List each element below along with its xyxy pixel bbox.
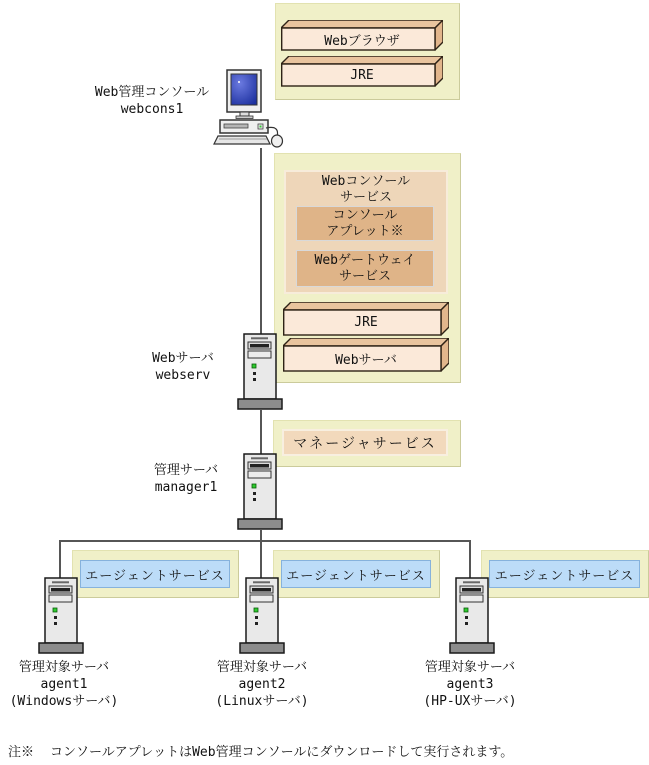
footnote-prefix: 注※	[8, 745, 35, 760]
link-manager-agent2	[260, 530, 262, 578]
web-console-service-title-line2: サービス	[339, 190, 392, 205]
agent1-service-box: エージェントサービス	[80, 560, 230, 588]
manager-label	[106, 462, 266, 496]
agent3-hostname: agent3	[446, 677, 494, 692]
agent2-service-box: エージェントサービス	[281, 560, 431, 588]
manager-service-box: マネージャサービス	[282, 429, 448, 456]
footnote-text: コンソールアプレットはWeb管理コンソールにダウンロードして実行されます。	[50, 745, 514, 760]
webcons-name: Web管理コンソール	[94, 85, 210, 100]
link-webserv-manager	[260, 410, 262, 456]
webserv-name: Webサーバ	[152, 351, 214, 366]
agent2-server-icon	[239, 577, 285, 655]
web-browser-box	[281, 20, 443, 50]
agent3-label	[390, 659, 550, 710]
agent2-name: 管理対象サーバ	[216, 660, 308, 675]
agent3-os: (HP-UXサーバ)	[423, 694, 517, 709]
agent2-label	[182, 659, 342, 710]
manager-hostname: manager1	[154, 480, 218, 495]
webcons-label	[52, 84, 252, 118]
web-browser-label: Webブラウザ	[324, 33, 400, 49]
webcons-jre-box	[281, 56, 443, 86]
webcons-hostname: webcons1	[120, 102, 184, 117]
webserv-jre-box	[283, 302, 449, 335]
agent1-name: 管理対象サーバ	[18, 660, 110, 675]
link-webcons-webserv	[260, 148, 262, 336]
agent1-label	[0, 659, 144, 710]
webserv-label	[103, 350, 263, 384]
webserv-jre-label: JRE	[354, 315, 378, 330]
footnote	[8, 741, 513, 760]
agent1-os: (Windowsサーバ)	[9, 694, 119, 709]
console-applet-line1: コンソール	[332, 207, 398, 223]
link-bus-agent3	[469, 540, 471, 578]
webcons-jre-label: JRE	[350, 67, 374, 83]
agent1-hostname: agent1	[40, 677, 88, 692]
web-gateway-line2: サービス	[338, 268, 391, 284]
agent3-server-icon	[449, 577, 495, 655]
agent3-service-box: エージェントサービス	[489, 560, 640, 588]
web-gateway-line1: Webゲートウェイ	[314, 252, 416, 268]
agent2-os: (Linuxサーバ)	[215, 694, 309, 709]
web-console-service-title-line1: Webコンソール	[321, 174, 411, 189]
web-console-service-title	[286, 174, 446, 206]
webserv-webserver-box	[283, 338, 449, 371]
link-bus-agent1	[59, 540, 61, 578]
agent1-server-icon	[38, 577, 84, 655]
web-gateway-service-box	[296, 250, 434, 287]
console-applet-line2: アプレット※	[326, 223, 404, 239]
manager-name: 管理サーバ	[153, 463, 219, 478]
webserv-hostname: webserv	[155, 368, 211, 383]
console-applet-box	[296, 206, 434, 241]
agent2-hostname: agent2	[238, 677, 286, 692]
link-bus	[59, 540, 471, 542]
agent3-name: 管理対象サーバ	[424, 660, 516, 675]
webserv-webserver-label: Webサーバ	[335, 353, 397, 368]
